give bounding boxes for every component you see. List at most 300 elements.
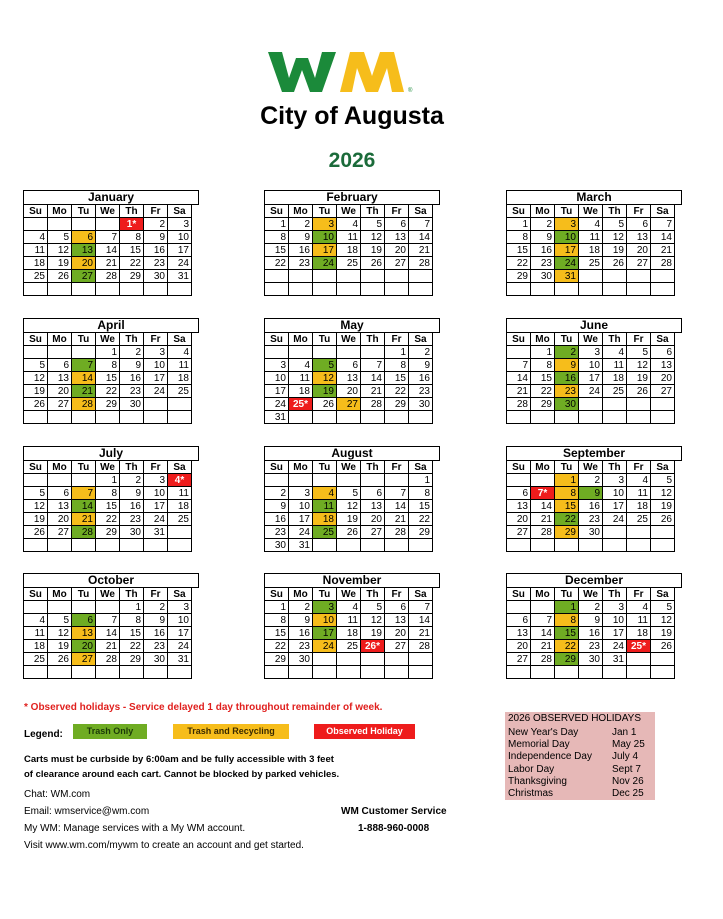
weekday-header: Th [120, 588, 144, 601]
day-cell: 6 [72, 614, 96, 627]
day-cell: 22 [265, 640, 289, 653]
empty-day-cell [361, 653, 385, 666]
holiday-date: Jan 1 [612, 727, 637, 738]
empty-day-cell [48, 474, 72, 487]
day-cell: 22 [507, 257, 531, 270]
day-cell: 19 [651, 500, 675, 513]
empty-day-cell [337, 283, 361, 296]
day-cell: 3 [168, 601, 192, 614]
day-cell: 23 [579, 640, 603, 653]
day-cell: 24 [579, 385, 603, 398]
weekday-header: We [96, 588, 120, 601]
curb-note [24, 752, 344, 782]
empty-day-cell [72, 411, 96, 424]
day-cell: 15 [120, 627, 144, 640]
empty-day-cell [507, 474, 531, 487]
day-cell: 12 [24, 500, 48, 513]
day-cell: 2 [120, 346, 144, 359]
day-cell: 17 [265, 385, 289, 398]
day-cell: 20 [72, 257, 96, 270]
day-cell: 15 [265, 244, 289, 257]
day-cell: 11 [168, 487, 192, 500]
day-cell: 23 [409, 385, 433, 398]
day-cell: 18 [627, 627, 651, 640]
day-cell: 13 [48, 500, 72, 513]
customer-service-phone: 1-888-960-0008 [358, 823, 430, 834]
day-cell: 29 [120, 653, 144, 666]
empty-day-cell [168, 398, 192, 411]
day-cell: 18 [168, 500, 192, 513]
day-cell: 17 [289, 513, 313, 526]
empty-day-cell [603, 270, 627, 283]
day-cell: 26 [48, 653, 72, 666]
day-cell: 5 [651, 474, 675, 487]
holiday-note: * Observed holidays - Service delayed 1 day throughout remainder of week. [24, 702, 383, 713]
day-cell: 4 [313, 487, 337, 500]
day-cell: 15 [531, 372, 555, 385]
weekday-header: Su [507, 205, 531, 218]
day-cell: 26 [313, 398, 337, 411]
day-cell: 30 [265, 539, 289, 552]
day-cell: 26 [651, 640, 675, 653]
day-cell: 21 [361, 385, 385, 398]
weekday-header: Mo [289, 461, 313, 474]
month-title: April [23, 318, 199, 333]
day-cell: 13 [507, 627, 531, 640]
day-cell: 27 [48, 398, 72, 411]
day-cell: 24 [313, 257, 337, 270]
weekday-header: Sa [409, 333, 433, 346]
weekday-header: We [96, 333, 120, 346]
day-cell: 3 [265, 359, 289, 372]
day-cell: 4 [24, 614, 48, 627]
weekday-header: Su [265, 461, 289, 474]
empty-day-cell [168, 283, 192, 296]
day-cell: 18 [603, 372, 627, 385]
empty-day-cell [313, 666, 337, 679]
day-cell: 2 [555, 346, 579, 359]
weekday-header: Fr [385, 205, 409, 218]
weekday-header: Tu [555, 461, 579, 474]
day-cell: 15 [120, 244, 144, 257]
day-cell: 6 [627, 218, 651, 231]
day-cell: 22 [96, 513, 120, 526]
month-grid [264, 587, 433, 679]
day-cell: 20 [337, 385, 361, 398]
day-cell: 27 [507, 653, 531, 666]
holiday-name: Memorial Day [508, 739, 570, 750]
day-cell: 3 [313, 601, 337, 614]
empty-day-cell [361, 411, 385, 424]
day-cell: 28 [651, 257, 675, 270]
day-cell: 2 [144, 218, 168, 231]
day-cell: 27 [337, 398, 361, 411]
day-cell: 17 [168, 244, 192, 257]
day-cell: 31 [168, 653, 192, 666]
day-cell: 6 [48, 359, 72, 372]
day-cell: 18 [289, 385, 313, 398]
empty-day-cell [627, 398, 651, 411]
empty-day-cell [385, 283, 409, 296]
day-cell: 19 [651, 627, 675, 640]
empty-day-cell [507, 346, 531, 359]
empty-day-cell [48, 283, 72, 296]
day-cell: 30 [144, 653, 168, 666]
day-cell: 7 [531, 614, 555, 627]
empty-day-cell [337, 474, 361, 487]
day-cell: 12 [48, 627, 72, 640]
empty-day-cell [48, 601, 72, 614]
day-cell: 26 [361, 257, 385, 270]
day-cell: 26 [337, 526, 361, 539]
day-cell: 30 [120, 526, 144, 539]
empty-day-cell [24, 283, 48, 296]
day-cell: 2 [531, 218, 555, 231]
day-cell: 23 [120, 385, 144, 398]
day-cell: 1 [555, 601, 579, 614]
empty-day-cell [337, 346, 361, 359]
weekday-header: Th [603, 461, 627, 474]
day-cell: 2 [289, 218, 313, 231]
empty-day-cell [627, 411, 651, 424]
day-cell: 8 [265, 231, 289, 244]
empty-day-cell [579, 398, 603, 411]
empty-day-cell [409, 539, 433, 552]
day-cell: 31 [555, 270, 579, 283]
month-june [506, 318, 682, 429]
day-cell: 27 [627, 257, 651, 270]
weekday-header: Th [361, 588, 385, 601]
empty-day-cell [507, 539, 531, 552]
day-cell: 13 [72, 244, 96, 257]
empty-day-cell [313, 411, 337, 424]
day-cell: 10 [555, 231, 579, 244]
day-cell: 22 [120, 640, 144, 653]
day-cell: 16 [144, 627, 168, 640]
day-cell: 21 [651, 244, 675, 257]
empty-day-cell [144, 411, 168, 424]
day-cell: 10 [603, 614, 627, 627]
empty-day-cell [531, 411, 555, 424]
empty-day-cell [24, 218, 48, 231]
day-cell: 7 [72, 359, 96, 372]
empty-day-cell [48, 539, 72, 552]
empty-day-cell [385, 666, 409, 679]
weekday-header: We [337, 461, 361, 474]
empty-day-cell [507, 283, 531, 296]
day-cell: 20 [48, 513, 72, 526]
day-cell: 22 [531, 385, 555, 398]
day-cell: 1 [120, 601, 144, 614]
day-cell: 9 [555, 359, 579, 372]
weekday-header: Mo [48, 333, 72, 346]
month-grid [506, 587, 675, 679]
day-cell: 11 [168, 359, 192, 372]
day-cell: 10 [168, 231, 192, 244]
day-cell: 14 [409, 231, 433, 244]
day-cell: 13 [72, 627, 96, 640]
day-cell: 4 [337, 601, 361, 614]
day-cell: 24 [603, 640, 627, 653]
day-cell: 16 [289, 244, 313, 257]
day-cell: 6 [385, 218, 409, 231]
day-cell: 21 [96, 257, 120, 270]
weekday-header: We [579, 588, 603, 601]
weekday-header: Tu [313, 205, 337, 218]
day-cell: 13 [627, 231, 651, 244]
day-cell: 11 [337, 231, 361, 244]
contact-mywm: My WM: Manage services with a My WM account. [24, 823, 246, 834]
empty-day-cell [531, 601, 555, 614]
month-grid [506, 204, 675, 296]
day-cell: 1 [531, 346, 555, 359]
day-cell: 21 [507, 385, 531, 398]
month-february [264, 190, 440, 301]
day-cell: 9 [579, 614, 603, 627]
day-cell: 26 [651, 513, 675, 526]
holiday-name: Thanksgiving [508, 776, 567, 787]
month-grid [23, 460, 192, 552]
day-cell: 16 [579, 500, 603, 513]
empty-day-cell [72, 218, 96, 231]
day-cell: 22 [555, 640, 579, 653]
day-cell: 6 [48, 487, 72, 500]
weekday-header: Su [265, 333, 289, 346]
city-title: City of Augusta [260, 102, 444, 130]
month-grid [264, 204, 433, 296]
weekday-header: Th [361, 205, 385, 218]
day-cell: 21 [72, 385, 96, 398]
weekday-header: We [96, 205, 120, 218]
empty-day-cell [144, 539, 168, 552]
weekday-header: Tu [555, 333, 579, 346]
weekday-header: Sa [651, 205, 675, 218]
day-cell: 7 [651, 218, 675, 231]
day-cell: 28 [531, 526, 555, 539]
empty-day-cell [627, 653, 651, 666]
day-cell: 28 [409, 640, 433, 653]
empty-day-cell [603, 526, 627, 539]
month-july [23, 446, 199, 557]
empty-day-cell [531, 283, 555, 296]
day-cell: 6 [507, 487, 531, 500]
month-august [264, 446, 440, 557]
empty-day-cell [507, 666, 531, 679]
day-cell: 16 [120, 372, 144, 385]
empty-day-cell [265, 270, 289, 283]
month-grid [23, 204, 192, 296]
day-cell: 8 [96, 359, 120, 372]
empty-day-cell [385, 474, 409, 487]
weekday-header: Th [603, 333, 627, 346]
weekday-header: Th [603, 205, 627, 218]
day-cell: 8 [555, 614, 579, 627]
empty-day-cell [627, 526, 651, 539]
day-cell: 21 [409, 244, 433, 257]
day-cell: 14 [531, 627, 555, 640]
empty-day-cell [289, 270, 313, 283]
day-cell: 20 [651, 372, 675, 385]
empty-day-cell [313, 474, 337, 487]
holiday-date: May 25 [612, 739, 645, 750]
empty-day-cell [265, 666, 289, 679]
empty-day-cell [144, 398, 168, 411]
day-cell: 22 [555, 513, 579, 526]
year-title: 2026 [328, 149, 376, 172]
day-cell: 8 [555, 487, 579, 500]
day-cell: 17 [555, 244, 579, 257]
day-cell: 17 [579, 372, 603, 385]
empty-day-cell [144, 666, 168, 679]
weekday-header: Fr [385, 588, 409, 601]
empty-day-cell [24, 411, 48, 424]
day-cell: 16 [531, 244, 555, 257]
day-cell: 20 [72, 640, 96, 653]
day-cell: 19 [24, 385, 48, 398]
empty-day-cell [48, 666, 72, 679]
day-cell: 11 [627, 487, 651, 500]
empty-day-cell [24, 474, 48, 487]
month-title: December [506, 573, 682, 588]
holiday-date: Sept 7 [612, 764, 641, 775]
empty-day-cell [72, 539, 96, 552]
day-cell: 20 [507, 640, 531, 653]
day-cell: 5 [337, 487, 361, 500]
weekday-header: Sa [651, 333, 675, 346]
empty-day-cell [555, 411, 579, 424]
day-cell: 8 [409, 487, 433, 500]
day-cell: 1 [96, 346, 120, 359]
empty-day-cell [409, 283, 433, 296]
legend-trash-only: Trash Only [73, 724, 147, 739]
month-title: February [264, 190, 440, 205]
empty-day-cell [289, 666, 313, 679]
empty-day-cell [72, 666, 96, 679]
day-cell: 25* [627, 640, 651, 653]
day-cell: 14 [531, 500, 555, 513]
day-cell: 4 [24, 231, 48, 244]
day-cell: 3 [603, 601, 627, 614]
day-cell: 15 [555, 627, 579, 640]
empty-day-cell [627, 539, 651, 552]
day-cell: 25 [579, 257, 603, 270]
day-cell: 24 [168, 640, 192, 653]
empty-day-cell [96, 411, 120, 424]
empty-day-cell [385, 411, 409, 424]
day-cell: 13 [385, 231, 409, 244]
holiday-row [508, 739, 653, 751]
day-cell: 25 [168, 513, 192, 526]
day-cell: 27 [651, 385, 675, 398]
weekday-header: Mo [531, 461, 555, 474]
day-cell: 12 [603, 231, 627, 244]
day-cell: 31 [603, 653, 627, 666]
day-cell: 14 [72, 372, 96, 385]
day-cell: 8 [507, 231, 531, 244]
day-cell: 9 [120, 487, 144, 500]
day-cell: 29 [555, 653, 579, 666]
month-september [506, 446, 682, 557]
day-cell: 12 [337, 500, 361, 513]
day-cell: 3 [168, 218, 192, 231]
day-cell: 10 [168, 614, 192, 627]
day-cell: 23 [144, 640, 168, 653]
day-cell: 9 [120, 359, 144, 372]
day-cell: 22 [385, 385, 409, 398]
holiday-name: Christmas [508, 788, 554, 799]
weekday-header: Mo [289, 205, 313, 218]
empty-day-cell [651, 270, 675, 283]
weekday-header: We [96, 461, 120, 474]
day-cell: 17 [313, 627, 337, 640]
weekday-header: Tu [72, 205, 96, 218]
empty-day-cell [120, 411, 144, 424]
legend-label: Legend: [24, 729, 63, 740]
day-cell: 7 [72, 487, 96, 500]
day-cell: 28 [507, 398, 531, 411]
weekday-header: Th [361, 461, 385, 474]
day-cell: 3 [579, 346, 603, 359]
empty-day-cell [72, 601, 96, 614]
empty-day-cell [603, 411, 627, 424]
weekday-header: Tu [313, 333, 337, 346]
day-cell: 18 [313, 513, 337, 526]
empty-day-cell [651, 411, 675, 424]
empty-day-cell [168, 526, 192, 539]
empty-day-cell [265, 283, 289, 296]
weekday-header: Fr [627, 588, 651, 601]
day-cell: 12 [627, 359, 651, 372]
month-title: August [264, 446, 440, 461]
weekday-header: Sa [168, 205, 192, 218]
observed-holidays-box [505, 712, 655, 800]
day-cell: 26 [627, 385, 651, 398]
day-cell: 20 [385, 627, 409, 640]
day-cell: 12 [24, 372, 48, 385]
day-cell: 23 [579, 513, 603, 526]
empty-day-cell [579, 411, 603, 424]
day-cell: 22 [265, 257, 289, 270]
empty-day-cell [409, 411, 433, 424]
day-cell: 16 [555, 372, 579, 385]
empty-day-cell [168, 539, 192, 552]
day-cell: 7 [507, 359, 531, 372]
day-cell: 16 [579, 627, 603, 640]
empty-day-cell [627, 270, 651, 283]
empty-day-cell [72, 283, 96, 296]
day-cell: 27 [385, 640, 409, 653]
day-cell: 9 [289, 614, 313, 627]
day-cell: 2 [289, 601, 313, 614]
curb-note-line-2: of clearance around each cart. Cannot be blocked by parked vehicles. [24, 769, 340, 780]
empty-day-cell [531, 474, 555, 487]
day-cell: 5 [24, 359, 48, 372]
day-cell: 18 [337, 627, 361, 640]
day-cell: 24 [555, 257, 579, 270]
day-cell: 3 [144, 474, 168, 487]
day-cell: 15 [265, 627, 289, 640]
holiday-row [508, 751, 653, 763]
empty-day-cell [361, 666, 385, 679]
weekday-header: Sa [651, 588, 675, 601]
day-cell: 26 [24, 526, 48, 539]
day-cell: 17 [313, 244, 337, 257]
day-cell: 13 [361, 500, 385, 513]
weekday-header: We [579, 333, 603, 346]
weekday-header: Th [120, 461, 144, 474]
empty-day-cell [385, 270, 409, 283]
day-cell: 25 [603, 385, 627, 398]
